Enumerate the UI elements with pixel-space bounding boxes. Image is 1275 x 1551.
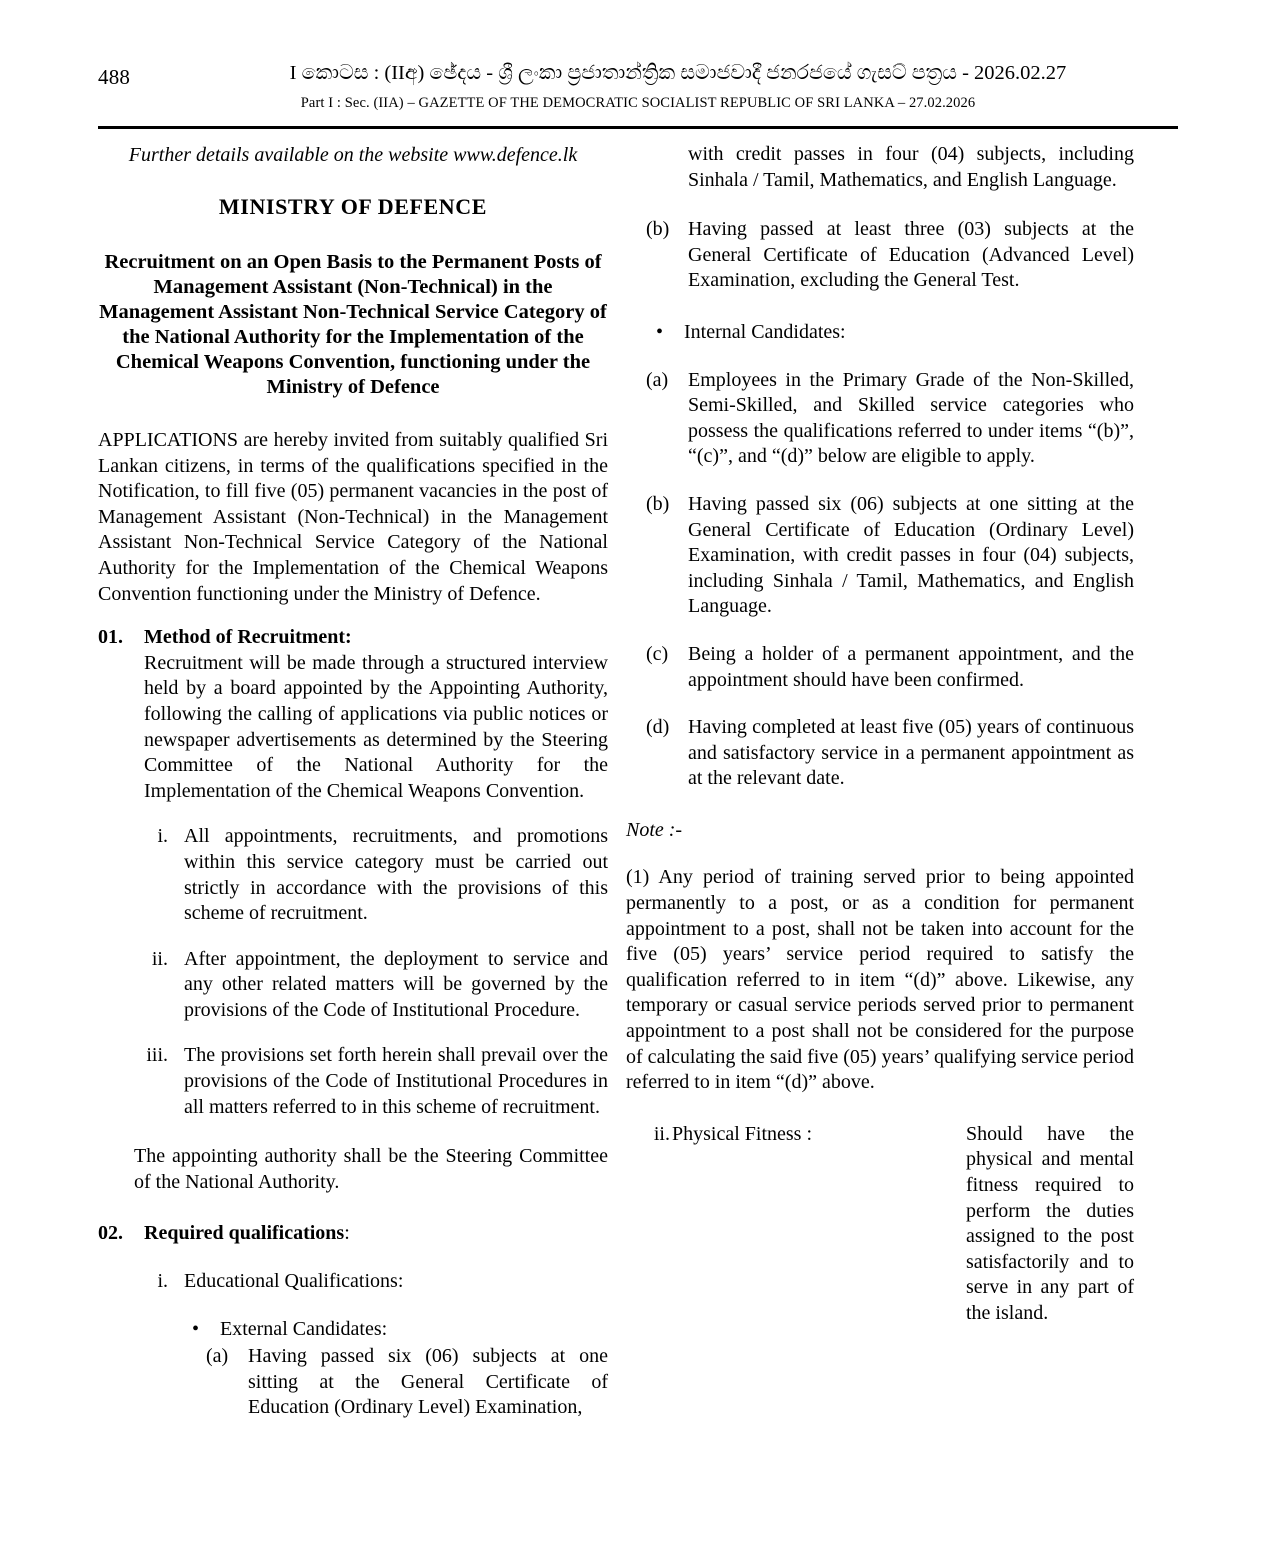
external-candidate-item-b-text: Having passed at least three (03) subjects at the General Certificate of Education (Advanced Level) Examination, excluding the General Test.: [688, 218, 1134, 292]
internal-candidates-label: Internal Candidates:: [684, 320, 846, 343]
physical-fitness-row: [653, 1122, 1134, 1327]
external-candidate-item-b: [626, 217, 1134, 294]
physical-fitness-label: Physical Fitness :: [672, 1122, 813, 1145]
left-column: [98, 142, 608, 1421]
external-candidate-item-a-continued: with credit passes in four (04) subjects, including Sinhala / Tamil, Mathematics, and English Language.: [688, 143, 1134, 191]
list-item: [98, 947, 608, 1024]
note-label: Note :-: [626, 818, 683, 841]
internal-candidate-item-b-text: Having passed six (06) subjects at one sitting at the General Certificate of Education (Ordinary Level) Examination, with credit passes in four (04) subjects, including Sinhala / Tamil, Mathematics, and English Language.: [688, 492, 1134, 618]
list-item-marker: ii.: [151, 947, 168, 970]
running-head-top-row: [98, 62, 1178, 92]
page-number: 488: [98, 65, 131, 89]
section-01-roman-list: [98, 824, 608, 1120]
physical-fitness-text: Should have the physical and mental fitness required to perform the duties assigned to the post satisfactorily and to serve in any part of the island.: [966, 1122, 1134, 1324]
intro-paragraph: APPLICATIONS are hereby invited from suitably qualified Sri Lankan citizens, in terms of the qualifications specified in the Notification, to fill five (05) permanent vacancies in the post of Management Assistant (Non-Technical) in the Management Assistant Non-Technical Service Category of the National Authority for the Implementation of the Chemical Weapons Convention functioning under the Ministry of Defence.: [98, 429, 608, 605]
internal-candidate-item-b: [626, 492, 1134, 620]
post-title: Recruitment on an Open Basis to the Permanent Posts of Management Assistant (Non-Technical) in the Management Assistant Non-Technical Service Category of the National Authority for the Implementation of the Chemical Weapons Convention, functioning under the Ministry of Defence: [99, 251, 607, 398]
internal-candidate-item-c-marker: (c): [646, 642, 669, 665]
internal-candidate-item-a-marker: (a): [646, 368, 669, 391]
running-head: [98, 62, 1178, 126]
internal-candidates-bullet: [626, 320, 1134, 346]
educational-qualifications-marker: i.: [157, 1270, 168, 1293]
section-01-heading: Method of Recruitment:: [144, 626, 352, 649]
note-paragraph: (1) Any period of training served prior to being appointed permanently to a post, or as a condition for permanent appointment to a post, shall not be taken into account for the five (05) years’ service period required to satisfy the qualification referred to in item “(d)” above. Likewise, any temporary or casual service periods served prior to permanent appointment to a post shall not be considered for the purpose of calculating the said five (05) years’ qualifying service period referred to in item “(d)” above.: [626, 866, 1134, 1094]
external-candidate-item-a: [98, 1344, 608, 1421]
section-02-heading-colon: :: [344, 1222, 350, 1245]
section-02-number: 02.: [98, 1222, 123, 1245]
section-01-number: 01.: [98, 626, 123, 649]
section-02-heading: Required qualifications: [144, 1222, 345, 1245]
section-01: [98, 625, 608, 804]
internal-candidate-item-d: [626, 715, 1134, 792]
internal-candidate-item-c: [626, 642, 1134, 693]
header-rule: [98, 126, 1178, 129]
external-candidate-item-a-marker: (a): [206, 1345, 229, 1368]
list-item: [98, 824, 608, 926]
website-note: Further details available on the website www.defence.lk: [128, 144, 578, 166]
educational-qualifications-item: [98, 1269, 608, 1295]
list-item: [98, 1043, 608, 1120]
internal-candidate-item-a-text: Employees in the Primary Grade of the Non-Skilled, Semi-Skilled, and Skilled service categories who possess the qualifications referred to under items “(b)”, “(c)”, and “(d)” below are eligible to apply.: [688, 368, 1134, 468]
internal-candidate-item-a: [626, 368, 1134, 470]
section-01-body: Recruitment will be made through a structured interview held by a board appointed by the Appointing Authority, following the calling of applications via public notices or newspaper advertisements as determined by the Steering Committee of the National Authority for the Implementation of the Chemical Weapons Convention.: [144, 651, 608, 802]
running-head-sinhala: I කොටස : (IIඅ) ඡේදය - ශ්‍රී ලංකා ප්‍රජාතාන්ත්‍රික සමාජවාදී ජනරජයේ ගැසට් පත්‍රය - 2026.02.27: [289, 62, 1067, 84]
list-item-text: All appointments, recruitments, and promotions within this service category must be carried out strictly in accordance with the provisions of this scheme of recruitment.: [184, 825, 608, 925]
section-02-heading-row: [98, 1221, 608, 1247]
external-candidate-item-a-text: Having passed six (06) subjects at one sitting at the General Certificate of Education (Ordinary Level) Examination,: [248, 1345, 608, 1419]
internal-candidate-item-c-text: Being a holder of a permanent appointment, and the appointment should have been confirmed.: [688, 642, 1134, 691]
ministry-heading: MINISTRY OF DEFENCE: [218, 194, 488, 219]
list-item-marker: iii.: [146, 1044, 168, 1067]
external-candidates-label: External Candidates:: [220, 1317, 388, 1340]
appointing-authority-paragraph: The appointing authority shall be the Steering Committee of the National Authority.: [134, 1145, 608, 1193]
internal-candidate-item-d-text: Having completed at least five (05) years of continuous and satisfactory service in a permanent appointment as at the relevant date.: [688, 716, 1134, 790]
bullet-icon: •: [656, 320, 664, 343]
section-02: [98, 1221, 608, 1247]
physical-fitness-marker: ii.: [653, 1122, 670, 1145]
external-candidate-item-b-marker: (b): [646, 218, 670, 241]
internal-candidate-item-d-marker: (d): [646, 716, 670, 739]
internal-candidate-item-b-marker: (b): [646, 492, 670, 515]
educational-qualifications-label: Educational Qualifications:: [184, 1270, 404, 1293]
list-item-text: The provisions set forth herein shall prevail over the provisions of the Code of Institutional Procedures in all matters referred to in this scheme of recruitment.: [184, 1044, 608, 1118]
list-item-text: After appointment, the deployment to service and any other related matters will be governed by the provisions of the Code of Institutional Procedure.: [184, 947, 608, 1021]
physical-fitness-item: [626, 1122, 1134, 1327]
right-column: [626, 142, 1134, 1327]
external-candidates-bullet: [98, 1317, 608, 1343]
bullet-icon: •: [192, 1317, 200, 1340]
section-01-heading-row: [98, 625, 608, 651]
running-head-english: Part I : Sec. (IIA) – GAZETTE OF THE DEMOCRATIC SOCIALIST REPUBLIC OF SRI LANKA – 27.02.2026: [300, 95, 976, 111]
list-item-marker: i.: [157, 825, 168, 848]
